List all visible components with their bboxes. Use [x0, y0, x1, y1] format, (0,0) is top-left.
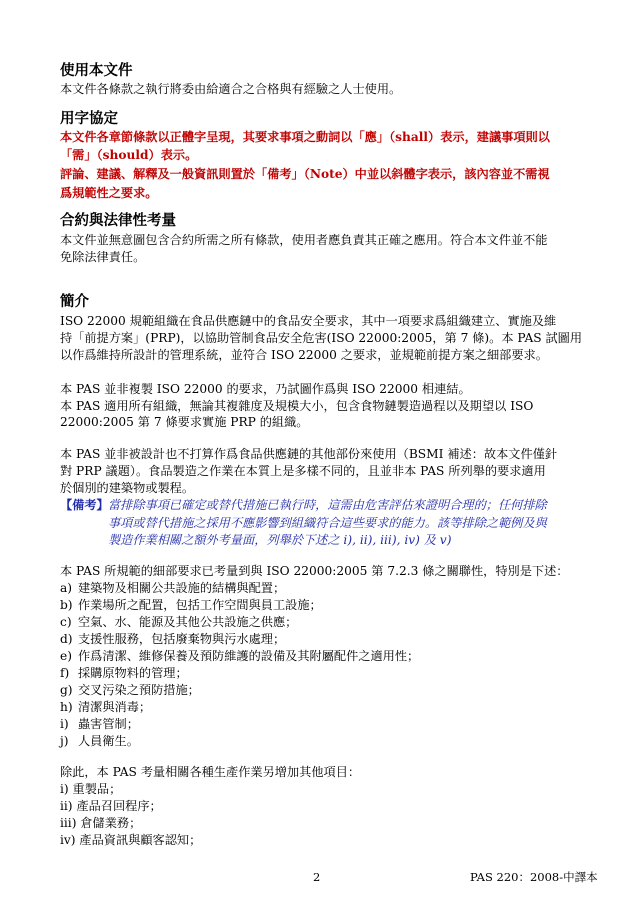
list-item: 蟲害管制；: [78, 717, 139, 731]
list-item-label: a): [60, 581, 73, 595]
page-number: 2: [313, 870, 321, 884]
list-item-label: f): [60, 666, 70, 680]
heading-terms: 用字協定: [60, 111, 118, 127]
list-item-label: j): [60, 734, 69, 748]
terms-line-2: 「需」（should）表示。: [60, 148, 198, 162]
intro-p2-line-1: 本 PAS 並非複製 ISO 22000 的要求，乃試圖作爲與 ISO 22000 相連結。: [60, 382, 471, 396]
list-item: 採購原物料的管理；: [78, 666, 188, 680]
list-item-label: c): [60, 615, 72, 629]
contract-line-2: 免除法律責任。: [60, 250, 146, 264]
list-item-label: i): [60, 717, 69, 731]
list-item-label: b): [60, 598, 73, 612]
terms-line-3: 評論、建議、解釋及一般資訊則置於「備考」（Note）中並以斜體字表示，該內容並不需視: [60, 167, 550, 181]
intro-p5: 除此，本 PAS 考量相關各種生產作業另增加其他項目：: [60, 765, 361, 779]
intro-p3-line-3: 於個別的建築物或製程。: [60, 481, 195, 495]
list-item: i) 重製品；: [60, 782, 122, 796]
heading-intro: 簡介: [60, 294, 89, 310]
list-item: 建築物及相關公共設施的結構與配置；: [78, 581, 286, 595]
intro-p3-line-2: 對 PRP 議題）。食品製造之作業在本質上是多樣不同的，且並非本 PAS 所列舉的要求適用: [60, 464, 546, 478]
intro-p2-line-3: 22000:2005 第 7 條要求實施 PRP 的組織。: [60, 415, 309, 429]
list-item-label: e): [60, 649, 72, 663]
list-item: 人員衛生。: [78, 734, 139, 748]
list-item-label: d): [60, 632, 73, 646]
contract-line-1: 本文件並無意圖包含合約所需之所有條款，使用者應負責其正確之應用。符合本文件並不能: [60, 233, 548, 247]
intro-p1-line-2: 持「前提方案」(PRP)，以協助管制食品安全危害(ISO 22000:2005，第 7 條)。本 PAS 試圖用: [60, 331, 583, 345]
document-reference: PAS 220：2008-中譯本: [470, 870, 598, 884]
heading-use: 使用本文件: [60, 63, 133, 79]
note-line-2: 事項或替代措施之採用不應影響到組織符合這些要求的能力。該等排除之範例及與: [108, 516, 547, 530]
terms-line-4: 爲規範性之要求。: [60, 186, 158, 200]
heading-contract: 合約與法律性考量: [60, 213, 176, 229]
intro-p2-line-2: 本 PAS 適用所有組織，無論其複雜度及規模大小，包含食物鏈製造過程以及期望以 ISO: [60, 399, 534, 413]
list-item: iii) 倉儲業務；: [60, 816, 142, 830]
terms-line-1: 本文件各章節條款以正體字呈現，其要求事項之動詞以「應」（shall）表示，建議事項則以: [60, 130, 550, 144]
intro-p1-line-3: 以作爲維持所設計的管理系統，並符合 ISO 22000 之要求，並規範前提方案之細部要求。: [60, 348, 548, 362]
list-item: 支援性服務，包括廢棄物與污水處理；: [78, 632, 286, 646]
note-line-3: 製造作業相關之額外考量面，列舉於下述之 i), ii), iii), iv) 及 v): [108, 533, 452, 547]
list-item: 作業場所之配置，包括工作空間與員工設施；: [78, 598, 322, 612]
intro-p3-line-1: 本 PAS 並非被設計也不打算作爲食品供應鏈的其他部份來使用（BSMI 補述：故本文件僅針: [60, 447, 558, 461]
list-item: 清潔與消毒；: [78, 700, 152, 714]
list-item: 作爲清潔、維修保養及預防維護的設備及其附屬配件之適用性；: [78, 649, 420, 663]
intro-p4: 本 PAS 所規範的細部要求已考量到與 ISO 22000:2005 第 7.2.3 條之關聯性，特別是下述：: [60, 564, 569, 578]
list-item: ii) 產品召回程序；: [60, 799, 162, 813]
intro-p1-line-1: ISO 22000 規範組織在食品供應鏈中的食品安全要求，其中一項要求爲組織建立、實施及維: [60, 314, 557, 328]
note-line-1: 當排除事項已確定或替代措施已執行時，這需由危害評估來證明合理的；任何排除: [108, 498, 547, 512]
list-item-label: h): [60, 700, 73, 714]
use-line-1: 本文件各條款之執行將委由給適合之合格與有經驗之人士使用。: [60, 82, 402, 96]
list-item-label: g): [60, 683, 73, 697]
note-label: 【備考】: [60, 498, 109, 512]
list-item: 交叉污染之預防措施；: [78, 683, 200, 697]
list-item: 空氣、水、能源及其他公共設施之供應；: [78, 615, 298, 629]
list-item: iv) 產品資訊與顧客認知；: [60, 833, 202, 847]
